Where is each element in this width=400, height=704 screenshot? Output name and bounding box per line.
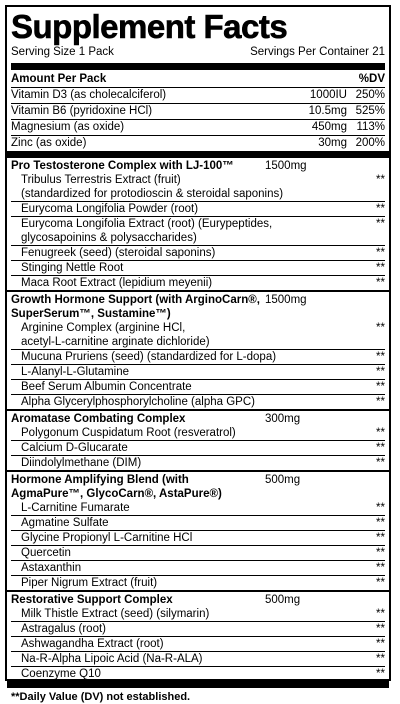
ingredient-name: L-Carnitine Fumarate <box>21 502 130 514</box>
blend-header <box>11 593 385 607</box>
ingredient-name: Tribulus Terrestris Extract (fruit) (standardized for protodioscin & steroidal saponins) <box>21 174 284 200</box>
dv-not-established-mark: ** <box>376 517 385 529</box>
ingredient-row <box>11 202 385 217</box>
dv-not-established-mark: ** <box>376 653 385 665</box>
ingredient-name: Maca Root Extract (lepidium meyenii) <box>21 277 213 289</box>
vitamin-name: Vitamin D3 (as cholecalciferol) <box>11 89 167 101</box>
dv-not-established-mark: ** <box>376 203 385 215</box>
vitamin-name: Vitamin B6 (pyridoxine HCl) <box>11 105 153 117</box>
dv-not-established-mark: ** <box>376 218 385 230</box>
dv-not-established-mark: ** <box>376 457 385 469</box>
ingredient-row <box>11 350 385 365</box>
blend-amount: 1500mg <box>265 294 307 306</box>
ingredient-name: Stinging Nettle Root <box>21 262 124 274</box>
dv-not-established-mark: ** <box>376 262 385 274</box>
servings-per-container: Servings Per Container 21 <box>250 46 385 58</box>
ingredient-row <box>11 441 385 456</box>
dv-not-established-mark: ** <box>376 322 385 334</box>
vitamin-row <box>11 120 385 136</box>
ingredient-name: Astaxanthin <box>21 562 82 574</box>
ingredient-name: Agmatine Sulfate <box>21 517 109 529</box>
ingredient-name: Calcium D-Glucarate <box>21 442 128 454</box>
ingredient-row <box>11 637 385 652</box>
ingredient-name: Diindolylmethane (DIM) <box>21 457 142 469</box>
blend-header <box>11 412 385 426</box>
vitamin-dv: 113% <box>356 121 385 133</box>
dv-not-established-mark: ** <box>376 247 385 259</box>
blend-amount: 500mg <box>265 594 301 606</box>
blend-section <box>11 592 385 607</box>
amount-per-pack-label: Amount Per Pack <box>11 73 107 85</box>
ingredient-name: Glycine Propionyl L-Carnitine HCl <box>21 532 193 544</box>
ingredient-name: Polygonum Cuspidatum Root (resveratrol) <box>21 427 236 439</box>
thick-divider <box>7 151 389 158</box>
ingredient-row <box>11 380 385 395</box>
ingredient-row <box>11 501 385 516</box>
blend-section <box>11 411 385 426</box>
blend-name: Growth Hormone Support (with ArginoCarn®, SuperSerum™, Sustamine™) <box>11 294 260 320</box>
vitamin-name: Zinc (as oxide) <box>11 137 87 149</box>
ingredient-row <box>11 321 385 350</box>
ingredient-name: Arginine Complex (arginine HCl, acetyl-L-carnitine arginate dichloride) <box>21 322 210 348</box>
dv-not-established-mark: ** <box>376 608 385 620</box>
dv-not-established-mark: ** <box>376 442 385 454</box>
blend-amount: 1500mg <box>265 160 307 172</box>
vitamin-row <box>11 104 385 120</box>
ingredient-row <box>11 576 385 590</box>
dv-not-established-mark: ** <box>376 174 385 186</box>
ingredient-row <box>11 516 385 531</box>
dv-not-established-mark: ** <box>376 381 385 393</box>
ingredient-row <box>11 395 385 409</box>
ingredient-name: Mucuna Pruriens (seed) (standardized for L-dopa) <box>21 351 277 363</box>
ingredient-name: Ashwagandha Extract (root) <box>21 638 164 650</box>
ingredient-row <box>11 173 385 202</box>
dv-not-established-mark: ** <box>376 668 385 680</box>
ingredient-row <box>11 246 385 261</box>
ingredient-name: Na-R-Alpha Lipoic Acid (Na-R-ALA) <box>21 653 203 665</box>
thick-divider-bottom <box>7 681 389 688</box>
vitamin-row <box>11 88 385 104</box>
blend-header <box>11 473 385 501</box>
panel-title: Supplement Facts <box>11 8 288 45</box>
vitamin-amount: 10.5mg <box>308 105 347 117</box>
ingredient-name: Eurycoma Longifolia Extract (root) (Eurypeptides, glycosapoinins & polysaccharides) <box>21 218 273 244</box>
ingredient-row <box>11 531 385 546</box>
ingredient-name: Milk Thistle Extract (seed) (silymarin) <box>21 608 210 620</box>
vitamin-name: Magnesium (as oxide) <box>11 121 125 133</box>
supplement-facts-panel <box>5 5 391 703</box>
blend-name: Hormone Amplifying Blend (with AgmaPure™, GlycoCarn®, AstaPure®) <box>11 474 222 500</box>
blend-amount: 300mg <box>265 413 301 425</box>
blend-section <box>11 292 385 321</box>
dv-not-established-mark: ** <box>376 396 385 408</box>
blend-name: Restorative Support Complex <box>11 594 173 606</box>
vitamin-amount: 450mg <box>311 121 347 133</box>
ingredient-row <box>11 217 385 246</box>
dv-not-established-mark: ** <box>376 562 385 574</box>
dv-not-established-mark: ** <box>376 547 385 559</box>
ingredient-row <box>11 667 385 681</box>
blend-amount: 500mg <box>265 474 301 486</box>
ingredient-row <box>11 607 385 622</box>
ingredient-name: Alpha Glycerylphosphorylcholine (alpha GPC) <box>21 396 255 408</box>
ingredient-row <box>11 456 385 470</box>
dv-label: %DV <box>358 73 385 85</box>
vitamin-amount: 30mg <box>318 137 347 149</box>
dv-not-established-mark: ** <box>376 277 385 289</box>
dv-not-established-mark: ** <box>376 638 385 650</box>
dv-not-established-mark: ** <box>376 577 385 589</box>
serving-size: Serving Size 1 Pack <box>11 46 114 58</box>
ingredient-row <box>11 561 385 576</box>
vitamin-amount: 1000IU <box>309 89 347 101</box>
dv-not-established-mark: ** <box>376 623 385 635</box>
vitamin-row <box>11 136 385 151</box>
ingredient-row <box>11 261 385 276</box>
blend-header <box>11 159 385 173</box>
amount-header <box>11 70 385 88</box>
ingredient-row <box>11 276 385 290</box>
vitamin-dv: 250% <box>355 89 385 101</box>
blend-name: Aromatase Combating Complex <box>11 413 186 425</box>
blend-header <box>11 293 385 321</box>
footnote: **Daily Value (DV) not established. <box>11 691 191 703</box>
blend-name: Pro Testosterone Complex with LJ-100™ <box>11 160 234 172</box>
ingredient-name: Astragalus (root) <box>21 623 107 635</box>
ingredient-name: Coenzyme Q10 <box>21 668 101 680</box>
vitamin-dv: 525% <box>355 105 385 117</box>
ingredient-name: L-Alanyl-L-Glutamine <box>21 366 130 378</box>
ingredient-name: Eurycoma Longifolia Powder (root) <box>21 203 199 215</box>
ingredient-row <box>11 652 385 667</box>
dv-not-established-mark: ** <box>376 502 385 514</box>
blend-section <box>11 472 385 501</box>
dv-not-established-mark: ** <box>376 532 385 544</box>
ingredient-name: Beef Serum Albumin Concentrate <box>21 381 192 393</box>
vitamin-dv: 200% <box>355 137 385 149</box>
ingredient-row <box>11 426 385 441</box>
dv-not-established-mark: ** <box>376 427 385 439</box>
blend-section <box>11 158 385 173</box>
serving-info <box>11 45 385 70</box>
blend-list <box>11 158 385 681</box>
vitamin-list <box>11 88 385 151</box>
ingredient-row <box>11 622 385 637</box>
dv-not-established-mark: ** <box>376 351 385 363</box>
ingredient-row <box>11 546 385 561</box>
dv-not-established-mark: ** <box>376 366 385 378</box>
ingredient-name: Fenugreek (seed) (steroidal saponins) <box>21 247 216 259</box>
ingredient-name: Piper Nigrum Extract (fruit) <box>21 577 158 589</box>
ingredient-name: Quercetin <box>21 547 71 559</box>
ingredient-row <box>11 365 385 380</box>
